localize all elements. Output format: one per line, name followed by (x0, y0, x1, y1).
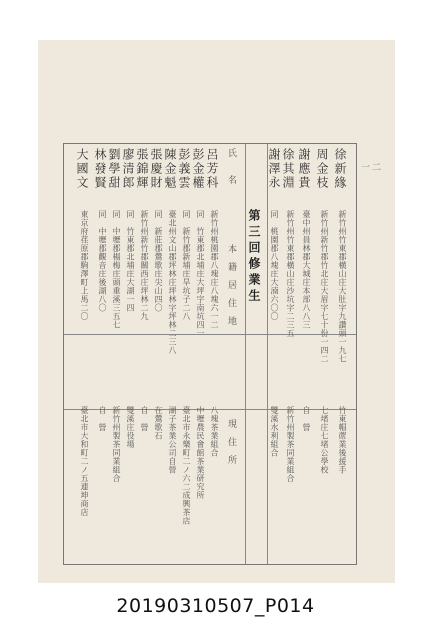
entry-name: 徐新緣 (333, 148, 347, 190)
entry-address: 新竹州竹東郡橫山庄大肚字九讚頭一九七 (338, 210, 347, 363)
entry-name: 呂芳科 (205, 148, 219, 190)
entry-work: 自 營 (302, 406, 311, 432)
entry-address: 新竹州新竹郡竹北庄大眉字七十份一四二 (320, 210, 329, 363)
entry-name: 林發賢 (93, 148, 107, 190)
entry-address: 同 竹東郡北埔庄大坪字南坑四一 (196, 210, 205, 338)
entry-work: 七堵庄七堵公學校 (320, 406, 329, 474)
column-divider (267, 144, 268, 564)
entry-address: 新竹州新竹郡關西庄坪林二九 (140, 210, 149, 321)
row-divider (64, 334, 356, 335)
entry-work: 新竹州製茶同業組合 (112, 406, 121, 483)
entry-name: 張錦輝 (135, 148, 149, 190)
entry-name: 謝澤永 (267, 148, 281, 190)
entry-work: 自 營 (98, 406, 107, 432)
section-title: 第三回修業生 (247, 209, 261, 305)
entry-name: 謝應貴 (297, 148, 311, 190)
entry-name: 徐其淵 (281, 148, 295, 190)
entry-name: 劉學甜 (107, 148, 121, 190)
entry-work: 雙溪庄役場 (126, 406, 135, 449)
entry-address: 新竹州桃園郡八塊庄八塊六一二 (210, 210, 219, 329)
entry-name: 陳金魁 (163, 148, 177, 190)
entry-work: 八塊茶業組合 (210, 406, 219, 457)
entry-name: 張慶財 (149, 148, 163, 190)
entry-work: 竹東帽蓆業後援手 (338, 406, 347, 474)
entry-address: 同 新竹郡新埔庄旱坑子二八 (182, 210, 191, 321)
entry-address: 同 新莊郡鶯歌庄尖山四〇 (154, 210, 163, 312)
entry-work: 臺北市永樂町二ノ六二成興茶店 (182, 406, 191, 525)
entry-name: 彭義雲 (177, 148, 191, 190)
header-address: 本 籍 居 住 地 (226, 244, 236, 325)
entry-address: 同 中壢郡觀音庄後湖八〇 (98, 210, 107, 312)
entry-work: 中壢農民會館茶業研究所 (196, 406, 205, 500)
entry-address: 臺中州員林郡大城庄本部八八三 (302, 210, 311, 329)
entry-work: 湖子茶業公司自營 (168, 406, 177, 474)
column-divider (245, 144, 246, 564)
document-page (38, 40, 395, 583)
entry-address: 臺北州文山郡坪林庄坪林字坪林二三八 (168, 210, 177, 355)
entry-address: 同 竹東郡北埔庄大湖一四 (126, 210, 135, 312)
entry-work: 雙溪水利組合 (270, 406, 279, 457)
entry-name: 彭金權 (191, 148, 205, 190)
entry-address: 同 中壢郡楊梅庄頭重溪三五七 (112, 210, 121, 329)
entry-work: 在鶯歌石 (154, 406, 163, 440)
entry-address: 新竹州竹東郡橫山庄沙坑字二三五 (286, 210, 295, 338)
entry-address: 同 桃園郡八塊庄大湳六〇〇 (270, 210, 279, 321)
entry-name: 周金枝 (315, 148, 329, 190)
entry-work: 自 營 (140, 406, 149, 432)
entry-address: 東京府荏原郡駒澤町上馬二〇 (80, 210, 89, 321)
entry-name: 廖清郎 (121, 148, 135, 190)
entry-work: 新竹州製茶同業組合 (286, 406, 295, 483)
entry-work: 臺北市大和町二ノ五連坤商店 (80, 406, 89, 517)
image-caption: 20190310507_P014 (116, 595, 315, 617)
page-number: 一二 (361, 163, 384, 173)
table-frame (63, 143, 357, 565)
header-work: 現 住 所 (226, 419, 236, 464)
header-name: 氏 名 (226, 148, 236, 184)
entry-name: 大國文 (75, 148, 89, 190)
